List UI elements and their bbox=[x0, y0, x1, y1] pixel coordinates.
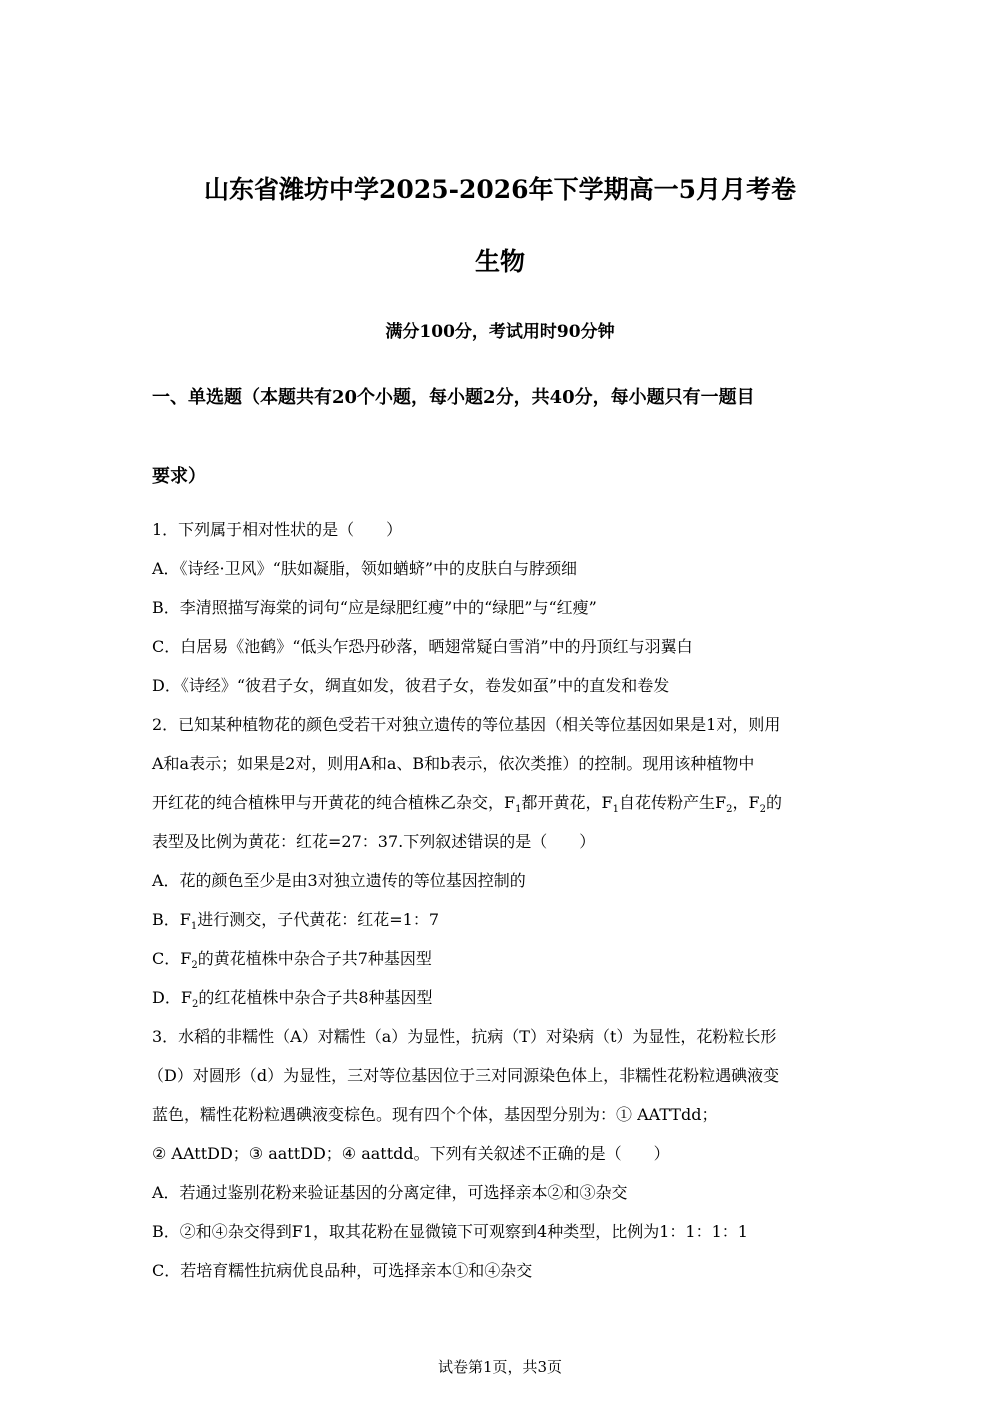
q2-option-d: D．$F_2$的红花植株中杂合子共8种基因型 bbox=[152, 988, 433, 1011]
q1-option-a: A．《诗经·卫风》“肤如凝脂，领如蝤蛴”中的皮肤白与脖颈细 bbox=[152, 559, 578, 578]
q1-stem: 1．下列属于相对性状的是（ ） bbox=[152, 520, 403, 539]
section-heading: 一、单选题（本题共有20个小题，每小题2分，共40分，每小题只有一题目 bbox=[152, 387, 755, 408]
q2-stem-line4: 表型及比例为黄花：红花=27：37.下列叙述错误的是（ ） bbox=[152, 832, 596, 851]
q1-option-d: D．《诗经》“彼君子女，绸直如发，彼君子女，卷发如虿”中的直发和卷发 bbox=[152, 676, 670, 695]
q2-stem-line1: 2．已知某种植物花的颜色受若干对独立遗传的等位基因（相关等位基因如果是1对，则用 bbox=[152, 715, 781, 734]
score-info: 满分100分，考试用时90分钟 bbox=[385, 322, 615, 342]
q3-stem-line1: 3．水稻的非糯性（A）对糯性（a）为显性，抗病（T）对染病（t）为显性，花粉粒长形 bbox=[152, 1027, 777, 1046]
q2-stem-line3: 开红花的纯合植株甲与开黄花的纯合植株乙杂交，$F_1$都开黄花，$F_1$自花传粉产生$F_2$，$F_2$的 bbox=[152, 793, 782, 816]
q2-stem-line2: A和a表示；如果是2对，则用A和a、B和b表示，依次类推）的控制。现用该种植物中 bbox=[152, 754, 755, 773]
q3-option-c: C．若培育糯性抗病优良品种，可选择亲本①和④杂交 bbox=[152, 1261, 533, 1280]
section-heading-cont: 要求） bbox=[152, 466, 206, 487]
q2-option-b: B．$F_1$进行测交，子代黄花：红花=1：7 bbox=[152, 910, 440, 933]
page-footer: 试卷第1页，共3页 bbox=[437, 1358, 563, 1376]
q3-option-b: B．②和④杂交得到F1，取其花粉在显微镜下可观察到4种类型，比例为1：1：1：1 bbox=[152, 1222, 748, 1241]
q2-option-a: A．花的颜色至少是由3对独立遗传的等位基因控制的 bbox=[152, 871, 526, 890]
q1-option-c: C．白居易《池鹤》“低头乍恐丹砂落，晒翅常疑白雪消”中的丹顶红与羽翼白 bbox=[152, 637, 693, 656]
q1-option-b: B．李清照描写海棠的词句“应是绿肥红瘦”中的“绿肥”与“红瘦” bbox=[152, 598, 597, 617]
subject-title: 生物 bbox=[474, 247, 525, 276]
q2-option-c: C．$F_2$的黄花植株中杂合子共7种基因型 bbox=[152, 949, 432, 972]
q3-option-a: A．若通过鉴别花粉来验证基因的分离定律，可选择亲本②和③杂交 bbox=[152, 1183, 628, 1202]
q3-stem-line3: 蓝色，糯性花粉粒遇碘液变棕色。现有四个个体，基因型分别为：① AATTdd； bbox=[152, 1105, 718, 1124]
exam-title: 山东省潍坊中学2025-2026年下学期高一5月月考卷 bbox=[204, 175, 796, 204]
q3-stem-line2: （D）对圆形（d）为显性，三对等位基因位于三对同源染色体上，非糯性花粉粒遇碘液变 bbox=[148, 1066, 780, 1085]
q3-stem-line4: ② AAttDD；③ aattDD；④ aattdd。下列有关叙述不正确的是（ ） bbox=[152, 1144, 670, 1163]
